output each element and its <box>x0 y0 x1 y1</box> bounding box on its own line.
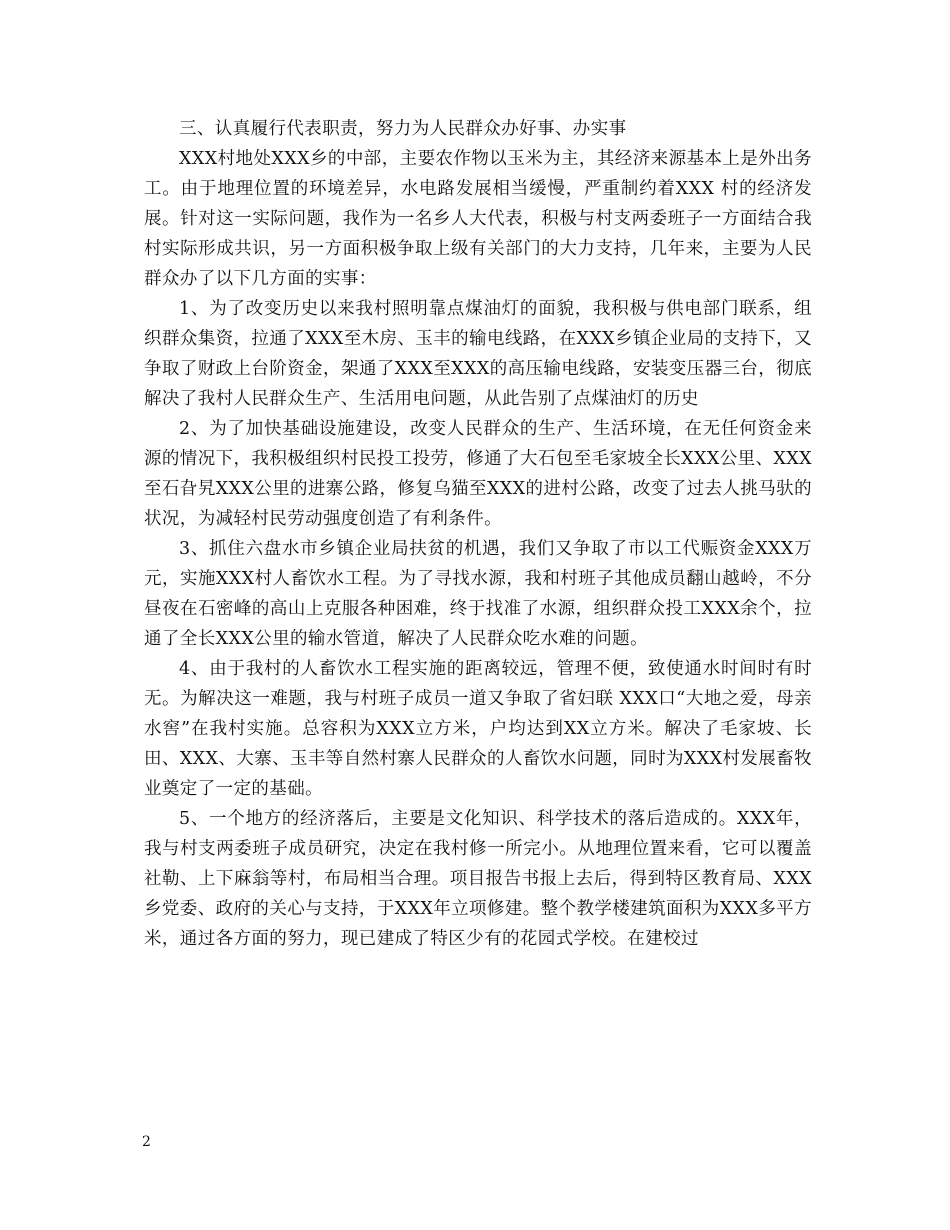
paragraph-item-1: 1、为了改变历史以来我村照明靠点煤油灯的面貌，我积极与供电部门联系，组织群众集资，拉通了XXX至木房、玉丰的输电线路，在XXX乡镇企业局的支持下，又争取了财政上台阶资金，架通了XXX至XXX的高压输电线路，安装变压器三台，彻底解决了我村人民群众生产、生活用电问题，从此告别了点煤油灯的历史 <box>144 299 812 409</box>
section-heading: 三、认真履行代表职责，努力为人民群众办好事、办实事 <box>179 119 627 139</box>
paragraph-item-3: 3、抓住六盘水市乡镇企业局扶贫的机遇，我们又争取了市以工代赈资金XXX万元，实施XXX村人畜饮水工程。为了寻找水源，我和村班子其他成员翻山越岭，不分昼夜在石密峰的高山上克服各种困难，终于找准了水源，组织群众投工XXX余个，拉通了全长XXX公里的输水管道，解决了人民群众吃水难的问题。 <box>144 539 812 649</box>
paragraph-item-4: 4、由于我村的人畜饮水工程实施的距离较远，管理不便，致使通水时间时有时无。为解决这一难题，我与村班子成员一道又争取了省妇联 XXX口“大地之爱，母亲水窖”在我村实施。总容积为XXX立方米，户均达到XX立方米。解决了毛家坡、长田、XXX、大寨、玉丰等自然村寨人民群众的人畜饮水问题，同时为XXX村发展畜牧业奠定了一定的基础。 <box>144 659 812 799</box>
paragraph-item-5: 5、一个地方的经济落后，主要是文化知识、科学技术的落后造成的。XXX年，我与村支两委班子成员研究，决定在我村修一所完小。从地理位置来看，它可以覆盖社勒、上下麻翁等村，布局相当合理。项目报告书报上去后，得到特区教育局、XXX乡党委、政府的关心与支持，于XXX年立项修建。整个教学楼建筑面积为XXX多平方米，通过各方面的努力，现已建成了特区少有的花园式学校。在建校过 <box>144 809 812 949</box>
document-body <box>144 114 812 954</box>
paragraph-item-2: 2、为了加快基础设施建设，改变人民群众的生产、生活环境，在无任何资金来源的情况下，我积极组织村民投工投劳，修通了大石包至毛家坡全长XXX公里、XXX至石旮旯XXX公里的进寨公路，修复乌猫至XXX的进村公路，改变了过去人挑马驮的状况，为减轻村民劳动强度创造了有利条件。 <box>144 419 812 529</box>
page-number: 2 <box>142 1134 151 1150</box>
paragraph-intro: XXX村地处XXX乡的中部，主要农作物以玉米为主，其经济来源基本上是外出务工。由于地理位置的环境差异，水电路发展相当缓慢，严重制约着XXX 村的经济发展。针对这一实际问题，我作为一名乡人大代表，积极与村支两委班子一方面结合我村实际形成共识，另一方面积极争取上级有关部门的大力支持，几年来，主要为人民群众办了以下几方面的实事： <box>144 149 812 289</box>
